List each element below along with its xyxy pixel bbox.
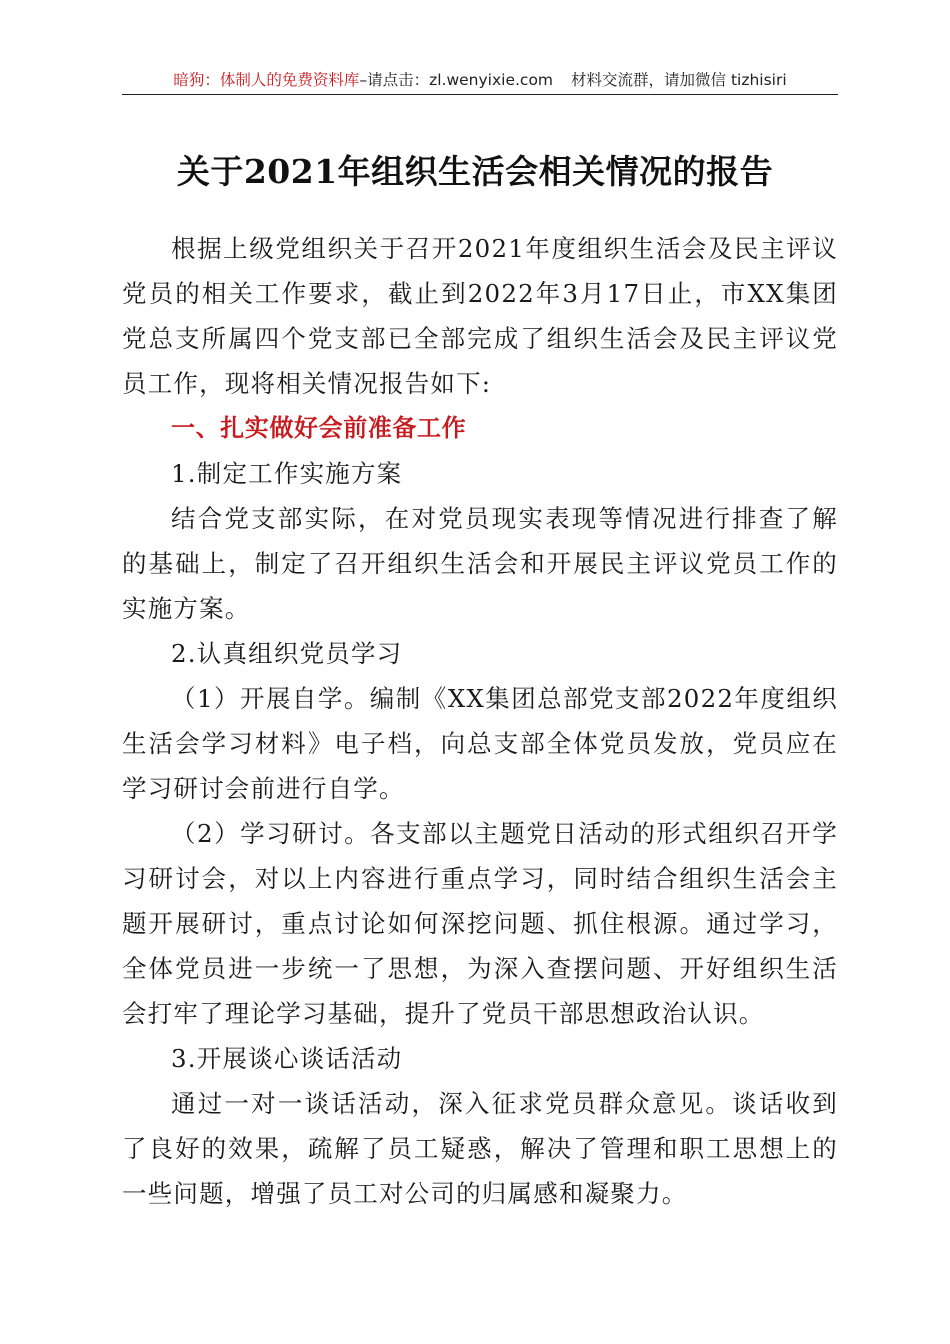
header-link[interactable]: zl.wenyixie.com	[429, 71, 554, 89]
subsection-paragraph-3: 通过一对一谈话活动，深入征求党员群众意见。谈话收到了良好的效果，疏解了员工疑惑，解决了管理和职工思想上的一些问题，增强了员工对公司的归属感和凝聚力。	[122, 1089, 838, 1208]
subsection-heading-2: 2.认真组织党员学习	[171, 639, 403, 668]
section-heading-1: 一、扎实做好会前准备工作	[171, 414, 467, 442]
header-wechat-note: 材料交流群，请加微信 tizhisiri	[571, 71, 787, 89]
study-item-1: （1）开展自学。编制《XX集团总部党支部2022年度组织生活会学习材料》电子档，向总支部全体党员发放，党员应在学习研讨会前进行自学。	[122, 684, 838, 803]
document-title: 关于2021年组织生活会相关情况的报告	[176, 152, 774, 191]
header-promo-label: 暗狗：体制人的免费资料库	[173, 71, 360, 89]
page-header	[122, 68, 838, 95]
subsection-paragraph-1: 结合党支部实际，在对党员现实表现等情况进行排查了解的基础上，制定了召开组织生活会和开展民主评议党员工作的实施方案。	[122, 504, 838, 623]
document-body	[122, 226, 838, 1216]
study-item-2: （2）学习研讨。各支部以主题党日活动的形式组织召开学习研讨会，对以上内容进行重点学习，同时结合组织生活会主题开展研讨，重点讨论如何深挖问题、抓住根源。通过学习，全体党员进一步统一了思想，为深入查摆问题、开好组织生活会打牢了理论学习基础，提升了党员干部思想政治认识。	[122, 819, 838, 1028]
subsection-heading-1: 1.制定工作实施方案	[171, 459, 403, 488]
intro-paragraph: 根据上级党组织关于召开2021年度组织生活会及民主评议党员的相关工作要求，截止到2022年3月17日止，市XX集团党总支所属四个党支部已全部完成了组织生活会及民主评议党员工作，现将相关情况报告如下:	[122, 234, 838, 398]
header-link-prefix: –请点击：	[359, 71, 430, 89]
subsection-heading-3: 3.开展谈心谈话活动	[171, 1044, 403, 1073]
